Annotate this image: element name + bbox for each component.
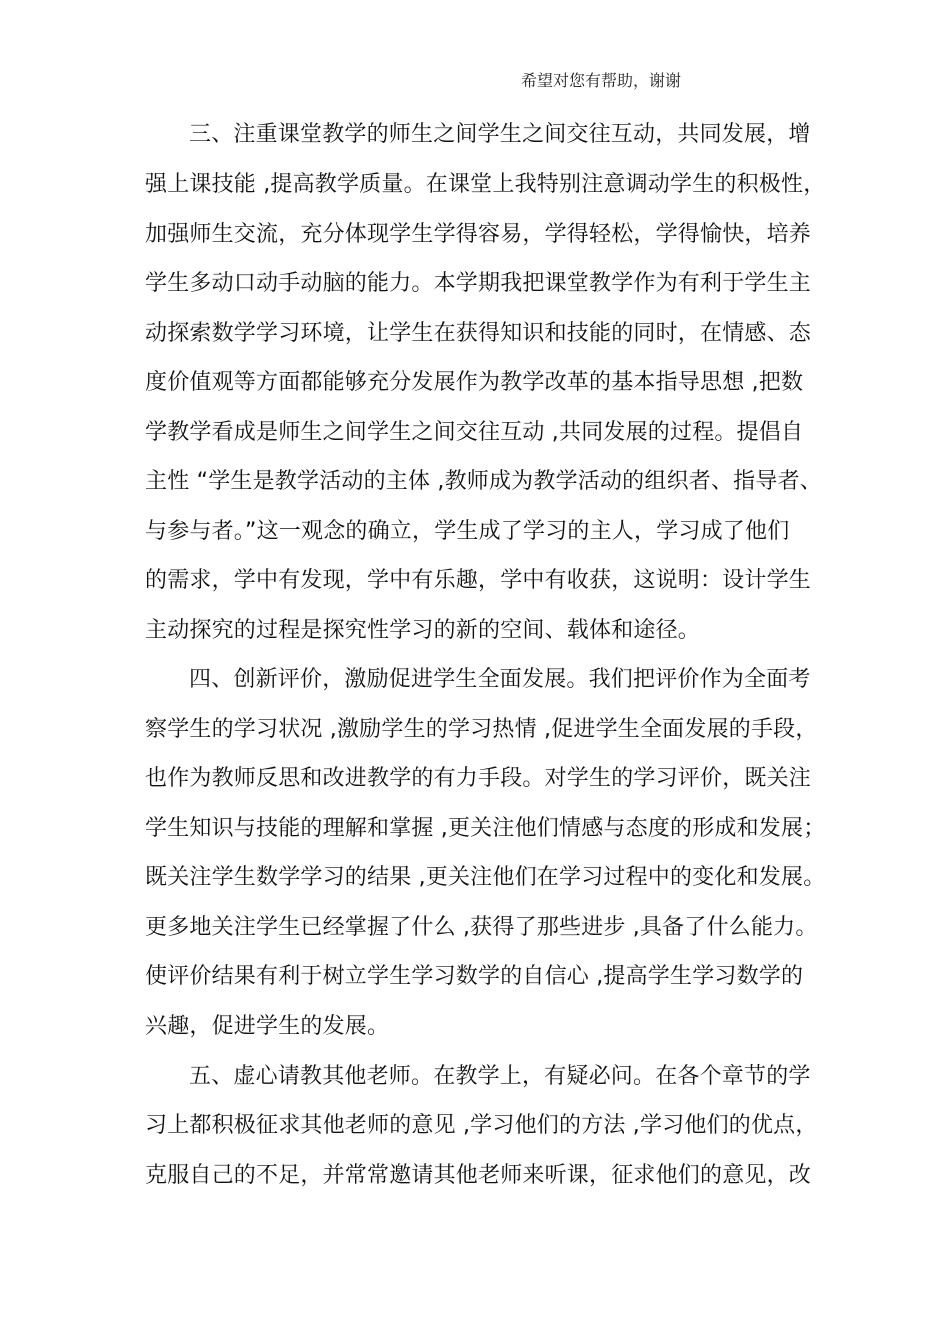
paragraph-1-line-11: 主动探究的过程是探究性学习的新的空间、载体和途径。 [145,618,701,643]
paragraph-2-line-7: 使评价结果有利于树立学生学习数学的自信心 ,提高学生学习数学的 [145,964,804,989]
paragraph-2-line-6: 更多地关注学生已经掌握了什么 ,获得了那些进步 ,具备了什么能力。 [145,915,818,940]
paragraph-1-line-1: 三、注重课堂教学的师生之间学生之间交往互动，共同发展，增 [189,122,811,147]
paragraph-1-line-4: 学生多动口动手动脑的能力。本学期我把课堂教学作为有利于学生主 [145,271,812,296]
header-note: 希望对您有帮助，谢谢 [521,71,682,90]
paragraph-2-line-4: 学生知识与技能的理解和掌握 ,更关注他们情感与态度的形成和发展； [145,816,826,841]
paragraph-1-line-5: 动探索数学学习环境，让学生在获得知识和技能的同时，在情感、态 [145,321,812,346]
paragraph-2-line-1: 四、创新评价，激励促进学生全面发展。我们把评价作为全面考 [189,667,811,692]
paragraph-1-line-3: 加强师生交流，充分体现学生学得容易，学得轻松，学得愉快，培养 [145,222,812,247]
paragraph-1-line-7: 学教学看成是师生之间学生之间交往互动 ,共同发展的过程。提倡自 [145,420,804,445]
paragraph-1-line-9: 与参与者。”这一观念的确立，学生成了学习的主人，学习成了他们 [145,519,790,544]
paragraph-3-line-2: 习上都积极征求其他老师的意见 ,学习他们的方法 ,学习他们的优点， [145,1113,818,1138]
paragraph-2-line-5: 既关注学生数学学习的结果 ,更关注他们在学习过程中的变化和发展。 [145,865,826,890]
paragraph-1-line-10: 的需求，学中有发现，学中有乐趣，学中有收获，这说明：设计学生 [145,568,812,593]
paragraph-1-line-8: 主性 “学生是教学活动的主体 ,教师成为教学活动的组织者、指导者、 [145,469,822,494]
paragraph-1-line-6: 度价值观等方面都能够充分发展作为教学改革的基本指导思想 ,把数 [145,370,804,395]
paragraph-1-line-2: 强上课技能 ,提高教学质量。在课堂上我特别注意调动学生的积极性， [145,172,826,197]
paragraph-2-line-3: 也作为教师反思和改进教学的有力手段。对学生的学习评价，既关注 [145,766,812,791]
paragraph-2-line-2: 察学生的学习状况 ,激励学生的学习热情 ,促进学生全面发展的手段， [145,717,818,742]
paragraph-3-line-3: 克服自己的不足，并常常邀请其他老师来听课，征求他们的意见，改 [145,1163,812,1188]
paragraph-3-line-1: 五、虚心请教其他老师。在教学上，有疑必问。在各个章节的学 [189,1064,811,1089]
paragraph-2-line-8: 兴趣，促进学生的发展。 [145,1014,390,1039]
